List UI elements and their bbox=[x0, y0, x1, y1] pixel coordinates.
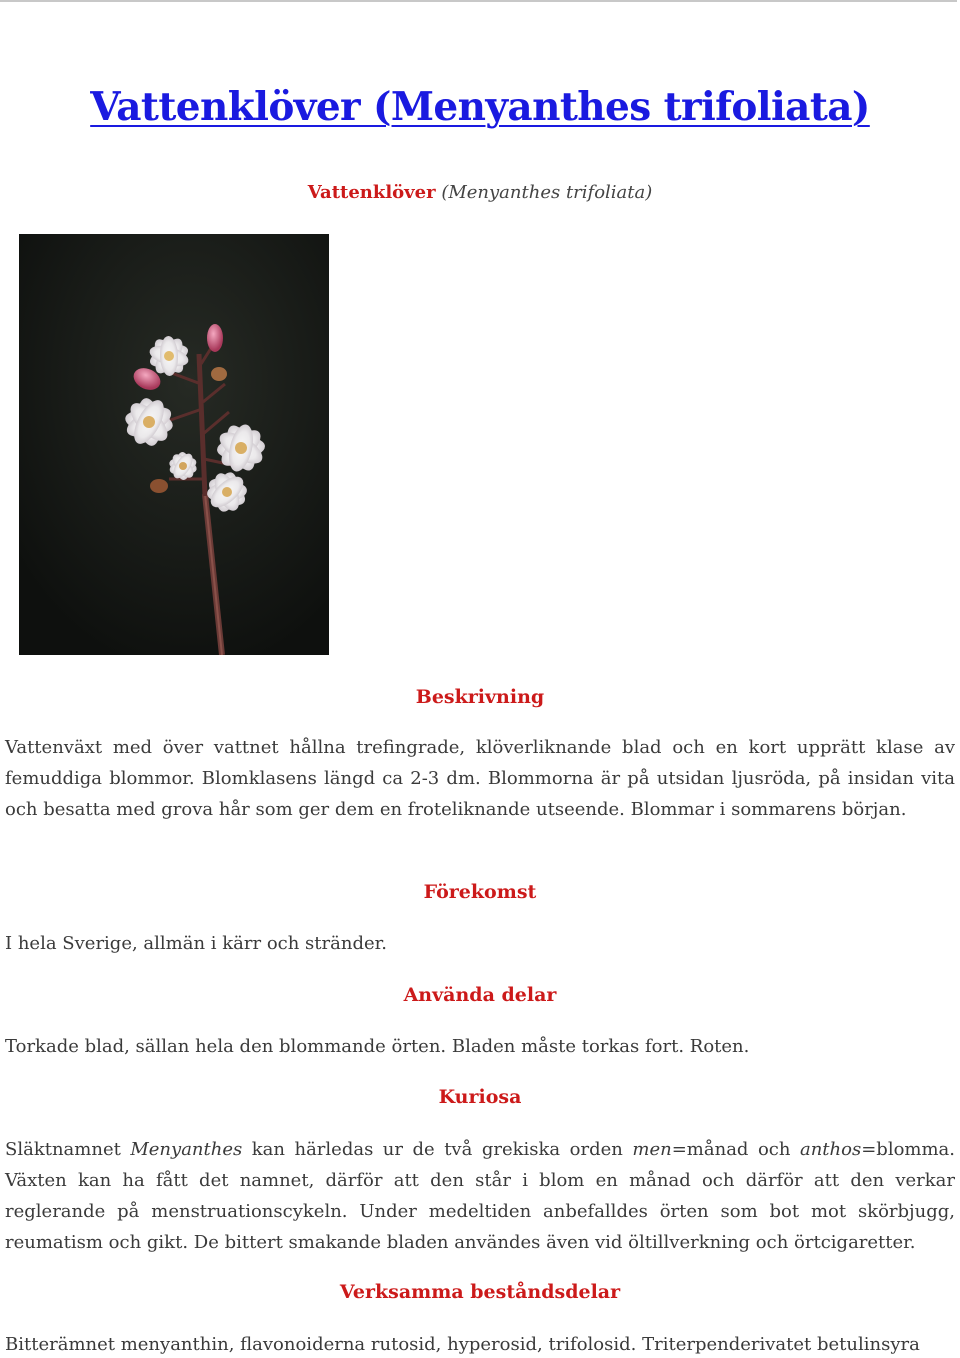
term-men: men bbox=[632, 1139, 672, 1160]
heading-forekomst: Förekomst bbox=[423, 881, 537, 903]
top-divider bbox=[0, 0, 957, 2]
heading-anvanda-delar: Använda delar bbox=[403, 984, 557, 1006]
page-title[interactable]: Vattenklöver (Menyanthes trifoliata) bbox=[90, 84, 870, 130]
kuriosa-text-part: =blomma. Växten kan ha fått det namnet, därför att den står i blom en månad och därför att den verkar reglerande på menstruationscykeln. Under medeltiden anbefalldes örten som bot mot skörbjugg, reumatism och gikt. De bittert smakande bladen användes även vid öltillverkning och örtcigaretter. bbox=[5, 1139, 956, 1253]
verksamma-text bbox=[5, 1329, 955, 1358]
term-menyanthes: Menyanthes bbox=[130, 1139, 243, 1160]
kuriosa-text-part: Släktnamnet bbox=[5, 1139, 131, 1160]
term-anthos: anthos bbox=[799, 1139, 862, 1160]
forekomst-text: I hela Sverige, allmän i kärr och stränder. bbox=[5, 933, 387, 954]
kuriosa-text-part: =månad och bbox=[671, 1139, 800, 1160]
anvanda-delar-text: Torkade blad, sällan hela den blommande örten. Bladen måste torkas fort. Roten. bbox=[5, 1036, 750, 1057]
verksamma-text-line: Bitterämnet menyanthin, flavonoiderna rutosid, hyperosid, trifolosid. Triterpenderivatet betulinsyra bbox=[5, 1334, 920, 1355]
heading-beskrivning: Beskrivning bbox=[415, 686, 545, 708]
kuriosa-text bbox=[5, 1134, 955, 1258]
heading-verksamma-bestandsdelar: Verksamma beståndsdelar bbox=[339, 1281, 621, 1303]
subtitle-latin-name: (Menyanthes trifoliata) bbox=[441, 182, 653, 203]
subtitle-common-name: Vattenklöver bbox=[307, 182, 436, 203]
bogbean-flower-photo bbox=[19, 234, 329, 655]
heading-kuriosa: Kuriosa bbox=[438, 1086, 522, 1108]
kuriosa-text-part: kan härledas ur de två grekiska orden bbox=[242, 1139, 633, 1160]
beskrivning-text: Vattenväxt med över vattnet hållna trefingrade, klöverliknande blad och en kort upprätt klase av femuddiga blommor. Blomklasens längd ca 2-3 dm. Blommorna är på utsidan ljusröda, på insidan vita och besatta med grova hår som ger dem en froteliknande utseende. Blommar i sommarens början. bbox=[5, 737, 955, 820]
plant-subtitle bbox=[0, 179, 960, 207]
